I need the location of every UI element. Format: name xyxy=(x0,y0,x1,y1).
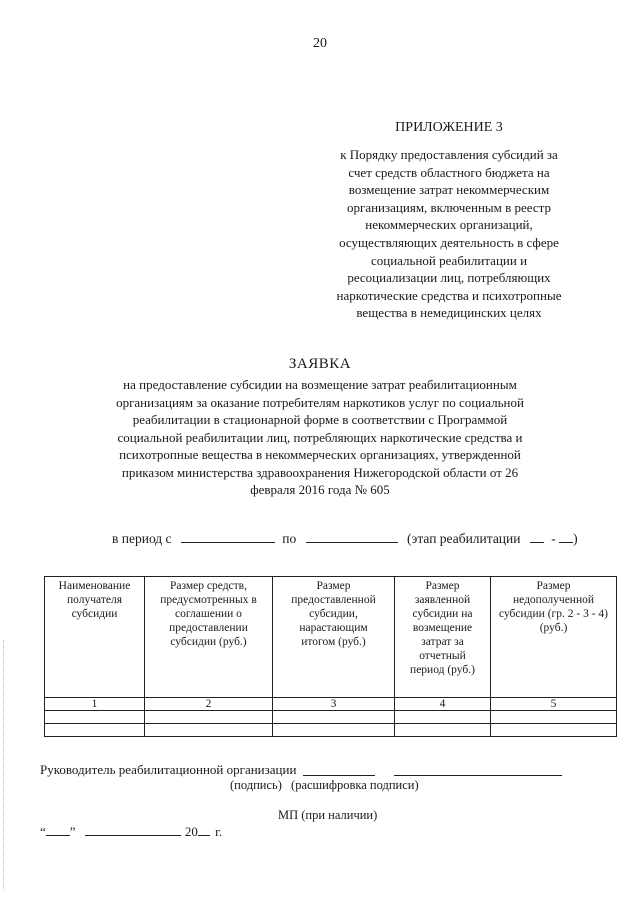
application-line: февраля 2016 года № 605 xyxy=(250,482,390,497)
table-row xyxy=(45,724,617,737)
appendix-line: вещества в немедицинских целях xyxy=(356,305,542,321)
header-provided-amount: Размер предоставленной субсидии, нарастающим итогом (руб.) xyxy=(273,577,395,698)
application-heading: ЗАЯВКА xyxy=(288,356,352,372)
date-year-prefix: 20 xyxy=(184,824,198,839)
scan-margin-line xyxy=(3,640,4,890)
application-line: на предоставление субсидии на возмещение затрат реабилитационным xyxy=(123,377,517,392)
date-month-blank[interactable] xyxy=(85,823,181,836)
table-cell[interactable] xyxy=(395,711,491,724)
table-cell[interactable] xyxy=(273,724,395,737)
stage-label: (этап реабилитации xyxy=(407,531,521,546)
column-number: 5 xyxy=(491,698,617,711)
date-year-blank[interactable] xyxy=(198,823,210,836)
table-header-row xyxy=(45,577,617,698)
stamp-note: МП (при наличии) xyxy=(278,808,378,822)
application-subtitle xyxy=(90,376,550,499)
stage-start-blank[interactable] xyxy=(530,530,544,543)
table-cell[interactable] xyxy=(45,711,145,724)
appendix-line: некоммерческих организаций, xyxy=(365,217,533,233)
table-cell[interactable] xyxy=(491,711,617,724)
appendix-line: счет средств областного бюджета на xyxy=(348,164,550,180)
application-line: приказом министерства здравоохранения Нижегородской области от 26 xyxy=(121,464,519,480)
period-from-label: в период с xyxy=(112,531,172,546)
column-number-row xyxy=(45,698,617,711)
appendix-line: ресоциализации лиц, потребляющих xyxy=(347,270,551,286)
table-cell[interactable] xyxy=(273,711,395,724)
table-row xyxy=(45,711,617,724)
appendix-line: возмещение затрат некоммерческим xyxy=(348,182,550,198)
column-number: 1 xyxy=(45,698,145,711)
appendix-line: организациям, включенным в реестр xyxy=(347,199,551,215)
table-cell[interactable] xyxy=(45,724,145,737)
application-line: психотропные вещества в некоммерческих организациях, утвержденной xyxy=(119,447,521,462)
table-cell[interactable] xyxy=(145,724,273,737)
period-to-label: по xyxy=(282,531,297,546)
header-shortfall-amount: Размер недополученной субсидии (гр. 2 - 3 - 4) (руб.) xyxy=(491,577,617,698)
application-line: социальной реабилитации лиц, потребляющих наркотические средства и xyxy=(117,429,523,445)
signature-decode-blank[interactable] xyxy=(394,774,562,776)
header-agreement-amount: Размер средств, предусмотренных в соглашении о предоставлении субсидии (руб.) xyxy=(145,577,273,698)
date-year-suffix: г. xyxy=(215,824,223,839)
period-to-blank[interactable] xyxy=(306,530,398,543)
column-number: 2 xyxy=(145,698,273,711)
appendix-text xyxy=(318,146,580,322)
column-number: 3 xyxy=(273,698,395,711)
table-cell[interactable] xyxy=(145,711,273,724)
appendix-line: наркотические средства и психотропные xyxy=(336,287,562,303)
signature-label: Руководитель реабилитационной организации xyxy=(40,762,297,777)
stage-end-blank[interactable] xyxy=(559,530,573,543)
header-claimed-amount: Размер заявленной субсидии на возмещение затрат за отчетный период (руб.) xyxy=(395,577,491,698)
date-day-blank[interactable] xyxy=(46,823,70,836)
application-line: реабилитации в стационарной форме в соответствии с Программой xyxy=(132,412,508,427)
period-from-blank[interactable] xyxy=(181,530,275,543)
page-number: 20 xyxy=(313,36,327,51)
stage-close: ) xyxy=(573,531,578,546)
appendix-line: к Порядку предоставления субсидий за xyxy=(340,147,558,162)
date-row xyxy=(40,823,222,840)
appendix-line: осуществляющих деятельность в сфере xyxy=(339,234,559,250)
signature-hints xyxy=(230,778,419,793)
period-line xyxy=(112,530,578,547)
signature-blank[interactable] xyxy=(303,774,375,776)
appendix-line: социальной реабилитации и xyxy=(370,252,528,268)
header-recipient-name: Наименование получателя субсидии xyxy=(45,577,145,698)
table-cell[interactable] xyxy=(395,724,491,737)
table-cell[interactable] xyxy=(491,724,617,737)
decode-hint: (расшифровка подписи) xyxy=(291,778,419,792)
application-line: организациям за оказание потребителям наркотиков услуг по социальной xyxy=(116,394,524,410)
subsidy-table xyxy=(44,576,616,737)
appendix-title: ПРИЛОЖЕНИЕ 3 xyxy=(395,120,503,135)
sign-hint: (подпись) xyxy=(230,778,282,792)
date-open-quote: “ xyxy=(40,824,46,839)
stage-dash: - xyxy=(551,531,556,546)
column-number: 4 xyxy=(395,698,491,711)
date-close-quote: ” xyxy=(69,824,76,839)
